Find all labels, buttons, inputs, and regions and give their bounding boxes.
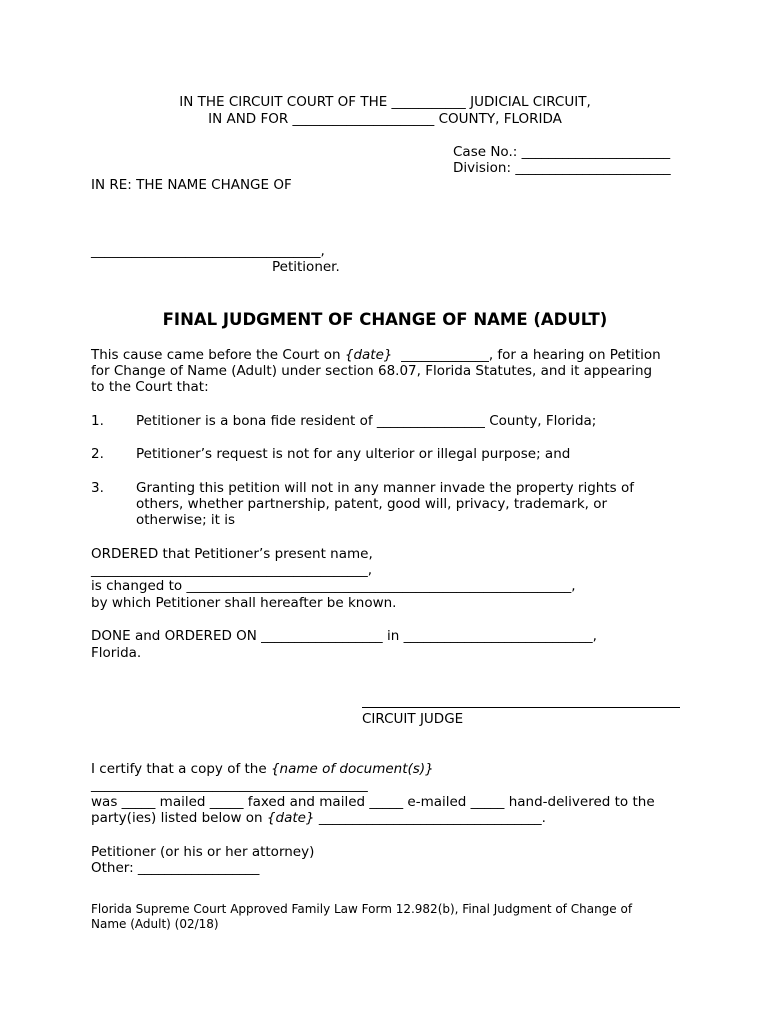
intro-line3: to the Court that: [91,379,209,395]
ordered-line1: ORDERED that Petitioner’s present name, [91,546,373,562]
recipient-other: Other: __________________ [91,860,260,876]
finding-number: 1. [91,413,104,429]
date-placeholder: {date} [266,810,315,826]
judge-signature-line [362,707,680,708]
document-title: FINAL JUDGMENT OF CHANGE OF NAME (ADULT) [162,310,608,329]
certify-date-blank: _________________________________. [314,810,546,826]
finding-number: 3. [91,480,104,496]
petitioner-label: Petitioner. [272,259,340,275]
division-field: Division: _______________________ [453,160,671,176]
judge-label: CIRCUIT JUDGE [362,711,464,727]
ordered-line4: by which Petitioner shall hereafter be known. [91,595,397,611]
certify-text: party(ies) listed below on [91,810,267,826]
recipient-petitioner: Petitioner (or his or her attorney) [91,844,315,860]
finding-text: Petitioner’s request is not for any ulterior or illegal purpose; and [136,446,571,462]
finding-text: Granting this petition will not in any manner invade the property rights of [136,480,634,496]
court-header-line2: IN AND FOR _____________________ COUNTY, FLORIDA [208,111,562,127]
footer-line2: Name (Adult) (02/18) [91,917,219,931]
footer-line1: Florida Supreme Court Approved Family Law Form 12.982(b), Final Judgment of Change of [91,902,633,916]
new-name-line: is changed to _________________________________________________________, [91,578,576,594]
finding-text: others, whether partnership, patent, good will, privacy, trademark, or [136,496,608,512]
intro-text: This cause came before the Court on [91,347,345,363]
in-re-label: IN RE: THE NAME CHANGE OF [91,177,292,193]
case-number-field: Case No.: ______________________ [453,144,671,160]
done-ordered-line1: DONE and ORDERED ON __________________ in ____________________________, [91,628,597,644]
document-name-placeholder: {name of document(s)} [270,761,434,777]
court-header-line1: IN THE CIRCUIT COURT OF THE ___________ JUDICIAL CIRCUIT, [179,94,591,110]
intro-line1 [91,347,661,363]
certify-document-blank: _________________________________________ [91,777,368,793]
certify-line1 [91,761,434,777]
delivery-methods-line: was _____ mailed _____ faxed and mailed _____ e-mailed _____ hand-delivered to the [91,794,655,810]
certify-text: I certify that a copy of the [91,761,271,777]
finding-text: otherwise; it is [136,512,236,528]
finding-number: 2. [91,446,104,462]
finding-text: Petitioner is a bona fide resident of ________________ County, Florida; [136,413,597,429]
intro-line2: for Change of Name (Adult) under section 68.07, Florida Statutes, and it appearing [91,363,653,379]
done-ordered-line2: Florida. [91,645,142,661]
date-placeholder: {date} [344,347,393,363]
intro-text-cont: _____________, for a hearing on Petition [392,347,661,363]
petitioner-name-blank: __________________________________, [91,243,325,259]
certify-line4 [91,810,546,826]
present-name-blank: _________________________________________, [91,562,373,578]
